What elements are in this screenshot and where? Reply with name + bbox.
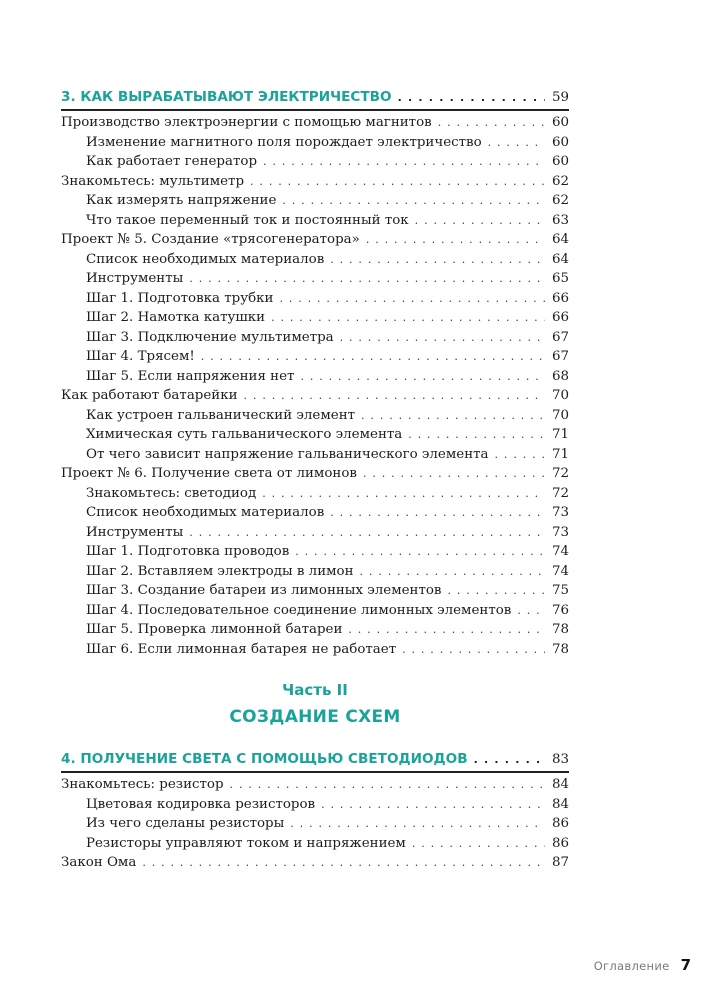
page-number: 70 (551, 407, 569, 423)
dot-leader (244, 386, 545, 405)
entry-title: От чего зависит напряжение гальванического элемента (86, 446, 489, 462)
toc-entry[interactable] (86, 834, 569, 853)
page-number: 84 (551, 777, 569, 792)
page-number: 73 (551, 524, 569, 540)
dot-leader (517, 601, 545, 620)
dot-leader (415, 211, 545, 230)
dot-leader (330, 503, 545, 522)
page-number: 74 (551, 544, 569, 559)
entry-title: Проект № 5. Создание «трясогенератора» (61, 232, 360, 247)
entry-title: Химическая суть гальванического элемента (86, 427, 403, 442)
dot-leader (271, 308, 545, 327)
page-number: 67 (551, 329, 569, 345)
toc-entry[interactable] (86, 640, 569, 659)
page-number: 84 (551, 796, 569, 812)
toc-entry[interactable] (86, 152, 569, 171)
dot-leader (279, 289, 545, 308)
dot-leader (321, 795, 545, 814)
page-number: 62 (551, 193, 569, 208)
dot-leader (295, 542, 545, 561)
chapter-heading[interactable] (61, 88, 569, 107)
entry-title: Инструменты (86, 271, 184, 286)
page-number: 60 (551, 115, 569, 130)
toc-entry[interactable] (61, 775, 569, 794)
toc-entry[interactable] (86, 289, 569, 308)
page-number: 67 (551, 349, 569, 364)
dot-leader (495, 445, 545, 464)
page-number: 78 (551, 622, 569, 637)
entry-title: Как работает генератор (86, 154, 258, 169)
entry-title: Как устроен гальванический элемент (86, 407, 356, 423)
entry-title: Шаг 1. Подготовка трубки (86, 290, 274, 306)
dot-leader (488, 133, 545, 152)
dot-leader (402, 640, 545, 659)
page-number: 62 (551, 173, 569, 189)
toc-entry[interactable] (86, 425, 569, 444)
toc-entry[interactable] (86, 406, 569, 425)
entry-title: Шаг 6. Если лимонная батарея не работает (86, 641, 397, 657)
entry-title: Как измерять напряжение (86, 193, 277, 208)
page-number: 63 (551, 212, 569, 228)
page-number: 87 (551, 855, 569, 870)
entry-title: Как работают батарейки (61, 388, 238, 403)
entry-title: Шаг 2. Вставляем электроды в лимон (86, 563, 354, 579)
toc-entry[interactable] (86, 620, 569, 639)
entry-title: Шаг 1. Подготовка проводов (86, 544, 290, 559)
dot-leader (361, 406, 545, 425)
toc-entry[interactable] (86, 347, 569, 366)
entry-title: Что такое переменный ток и постоянный ток (86, 212, 409, 228)
footer-label: Оглавление (593, 959, 670, 973)
dot-leader (348, 620, 545, 639)
entry-title: Шаг 4. Трясем! (86, 349, 195, 364)
dot-leader (398, 88, 545, 107)
dot-leader (263, 152, 545, 171)
dot-leader (290, 814, 545, 833)
part-title: СОЗДАНИЕ СХЕМ (229, 707, 401, 727)
entry-title: Закон Ома (61, 855, 137, 870)
dot-leader (282, 191, 545, 210)
part-label: Часть II (282, 681, 348, 699)
dot-leader (250, 172, 545, 191)
toc-entry[interactable] (86, 581, 569, 600)
dot-leader (412, 834, 545, 853)
entry-title: Знакомьтесь: мультиметр (61, 173, 245, 189)
page-number: 72 (551, 485, 569, 501)
page-footer (594, 955, 691, 974)
page-number: 66 (551, 290, 569, 306)
toc-entry[interactable] (61, 464, 569, 483)
toc-entry[interactable] (86, 191, 569, 210)
toc-entry[interactable] (86, 367, 569, 386)
page-number: 60 (551, 154, 569, 169)
entry-title: Список необходимых материалов (86, 251, 325, 267)
entry-title: Из чего сделаны резисторы (86, 816, 285, 831)
entry-title: Шаг 2. Намотка катушки (86, 310, 266, 325)
dot-leader (330, 250, 545, 269)
page-number-footer: 7 (680, 956, 691, 974)
page-number: 65 (551, 271, 569, 286)
toc-entry[interactable] (86, 562, 569, 581)
chapter-rule (61, 771, 569, 773)
entry-title: Изменение магнитного поля порождает электричество (86, 134, 482, 150)
page-number: 64 (551, 232, 569, 247)
dot-leader (363, 464, 545, 483)
page-number: 83 (551, 752, 569, 767)
entry-title: Проект № 6. Получение света от лимонов (61, 466, 357, 481)
toc-entry[interactable] (86, 445, 569, 464)
dot-leader (262, 484, 545, 503)
dot-leader (340, 328, 545, 347)
entry-title: Список необходимых материалов (86, 505, 325, 520)
page-number: 59 (551, 90, 569, 105)
dot-leader (360, 562, 545, 581)
page-number: 71 (551, 446, 569, 462)
entry-title: Инструменты (86, 524, 184, 540)
entry-title: Знакомьтесь: резистор (61, 777, 224, 792)
page-number: 64 (551, 251, 569, 267)
page-number: 60 (551, 134, 569, 150)
toc-entry[interactable] (86, 601, 569, 620)
dot-leader (438, 113, 545, 132)
entry-title: Резисторы управляют током и напряжением (86, 835, 406, 851)
dot-leader (408, 425, 545, 444)
page-number: 86 (551, 816, 569, 831)
entry-title: Шаг 5. Если напряжения нет (86, 368, 295, 384)
toc-entry[interactable] (86, 503, 569, 522)
page-number: 73 (551, 505, 569, 520)
dot-leader (447, 581, 545, 600)
entry-title: Производство электроэнергии с помощью магнитов (61, 115, 432, 130)
dot-leader (474, 750, 545, 769)
dot-leader (300, 367, 545, 386)
page-number: 72 (551, 466, 569, 481)
entry-title: Знакомьтесь: светодиод (86, 485, 257, 501)
chapter-title: 4. ПОЛУЧЕНИЕ СВЕТА С ПОМОЩЬЮ СВЕТОДИОДОВ (61, 751, 468, 767)
toc-entry[interactable] (86, 523, 569, 542)
dot-leader (230, 775, 545, 794)
toc-entry[interactable] (86, 133, 569, 152)
toc-entry[interactable] (61, 113, 569, 132)
dot-leader (201, 347, 545, 366)
entry-title: Шаг 5. Проверка лимонной батареи (86, 622, 343, 637)
chapter-title: 3. КАК ВЫРАБАТЫВАЮТ ЭЛЕКТРИЧЕСТВО (61, 89, 392, 105)
toc-entry[interactable] (61, 853, 569, 872)
entry-title: Шаг 3. Подключение мультиметра (86, 329, 334, 345)
dot-leader (142, 853, 545, 872)
toc-entry[interactable] (86, 814, 569, 833)
page-number: 86 (551, 835, 569, 851)
toc-entry[interactable] (86, 250, 569, 269)
page-number: 70 (551, 388, 569, 403)
page-number: 74 (551, 563, 569, 579)
page-number: 66 (551, 310, 569, 325)
toc-entry[interactable] (86, 542, 569, 561)
dot-leader (366, 230, 545, 249)
page-number: 78 (551, 641, 569, 657)
page-number: 75 (551, 583, 569, 598)
toc-entry[interactable] (86, 211, 569, 230)
toc-entry[interactable] (86, 308, 569, 327)
toc-entry[interactable] (61, 386, 569, 405)
page-number: 76 (551, 602, 569, 618)
toc-entry[interactable] (61, 230, 569, 249)
page-number: 71 (551, 427, 569, 442)
page-number: 68 (551, 368, 569, 384)
dot-leader (189, 523, 545, 542)
chapter-heading[interactable] (61, 750, 569, 769)
entry-title: Шаг 3. Создание батареи из лимонных элементов (86, 583, 442, 598)
toc-entry[interactable] (86, 328, 569, 347)
chapter-rule (61, 109, 569, 111)
toc-entry[interactable] (86, 795, 569, 814)
toc-entry[interactable] (86, 484, 569, 503)
toc-entry[interactable] (61, 172, 569, 191)
entry-title: Шаг 4. Последовательное соединение лимонных элементов (86, 602, 512, 618)
entry-title: Цветовая кодировка резисторов (86, 796, 316, 812)
toc-entry[interactable] (86, 269, 569, 288)
dot-leader (189, 269, 545, 288)
